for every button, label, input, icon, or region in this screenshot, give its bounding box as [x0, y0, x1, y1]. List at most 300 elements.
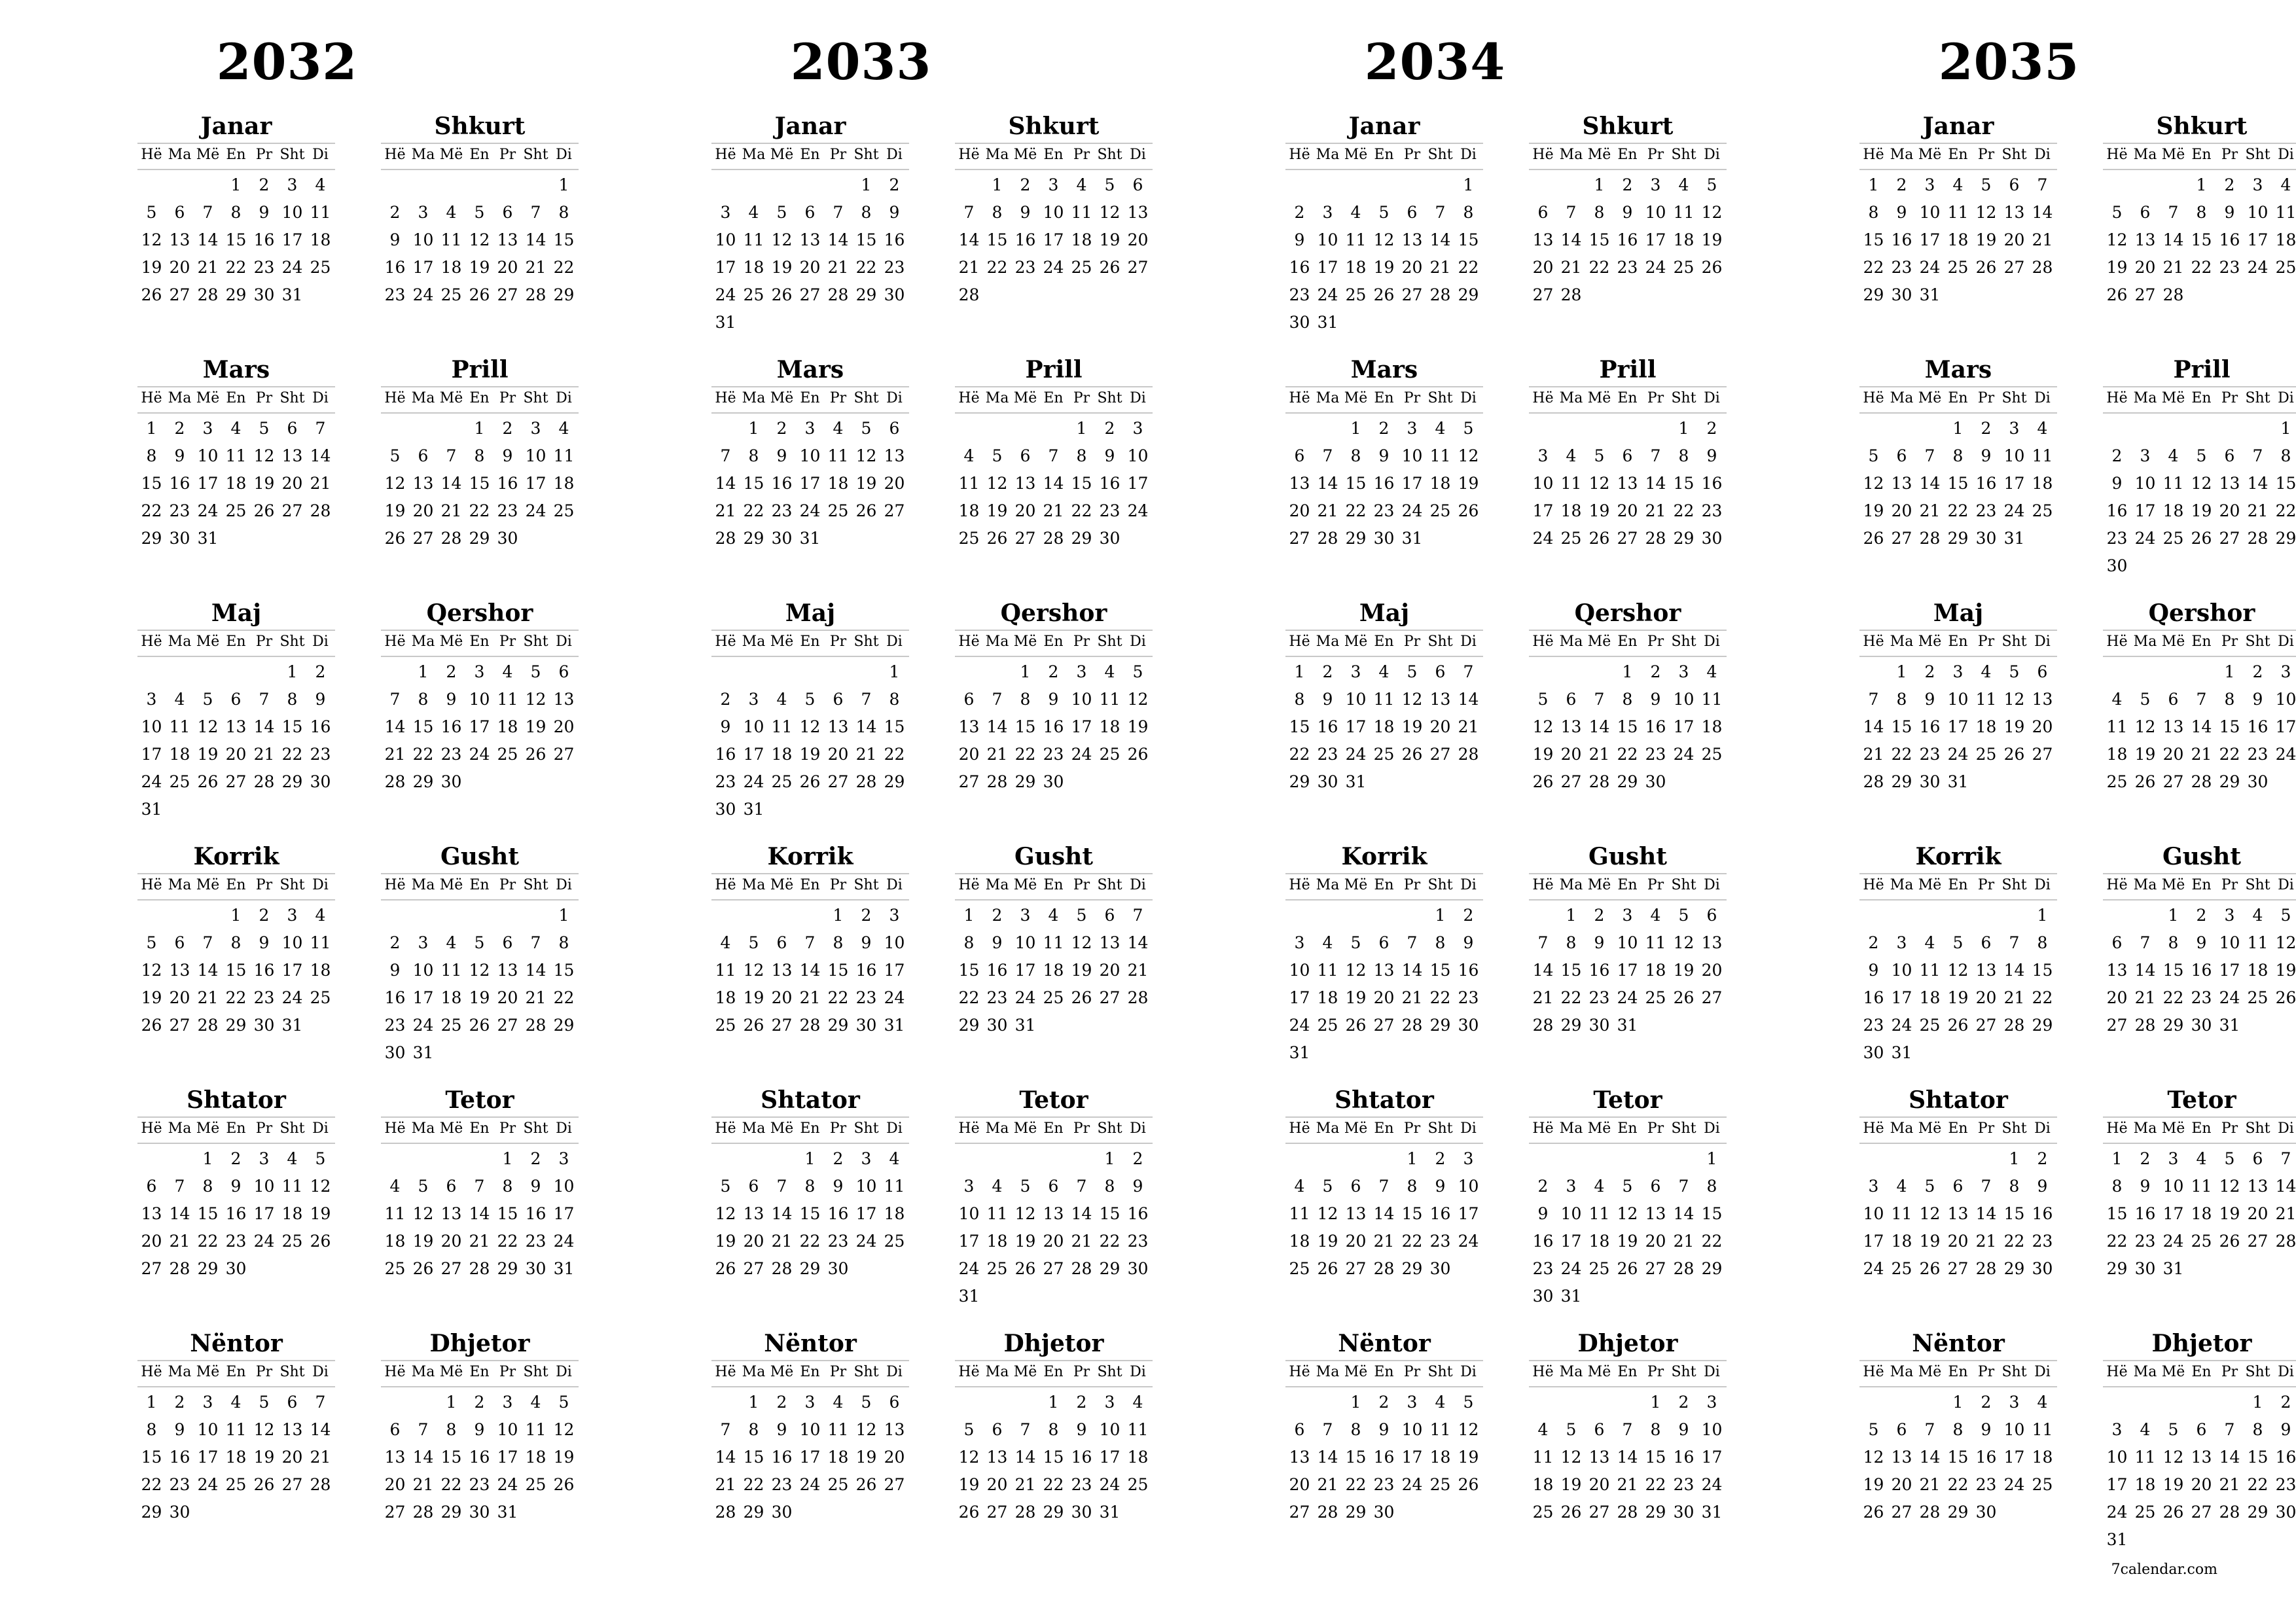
day-cell: 19: [1701, 230, 1723, 249]
day-cell: 13: [1289, 474, 1310, 493]
day-cell: 30: [169, 1503, 190, 1522]
day-cell: 11: [1345, 230, 1367, 249]
day-cell: 1: [1594, 175, 1605, 194]
day-cell: 25: [225, 1475, 247, 1494]
weekday-label: En: [226, 1120, 246, 1137]
day-cell: 25: [281, 1232, 303, 1251]
day-cell: 15: [469, 474, 490, 493]
day-cell: 23: [1919, 745, 1941, 764]
day-cell: 21: [2134, 988, 2156, 1007]
month-4: [955, 355, 1153, 571]
day-cell: 6: [2111, 933, 2123, 952]
day-cell: 6: [287, 1393, 298, 1412]
weekday-label: Pr: [1647, 877, 1664, 893]
day-cell: 23: [1289, 285, 1310, 304]
month-name: Nëntor: [764, 1330, 857, 1357]
day-cell: 25: [1947, 258, 1969, 277]
day-cell: 12: [855, 446, 877, 465]
weekday-label: Më: [2161, 390, 2185, 406]
weekday-label: Sht: [1427, 390, 1453, 406]
day-cell: 27: [281, 501, 303, 520]
day-cell: 3: [1076, 662, 1087, 681]
day-cell: 10: [2247, 203, 2269, 222]
day-cell: 28: [1588, 772, 1610, 791]
day-cell: 14: [440, 474, 462, 493]
day-cell: 24: [1947, 745, 1969, 764]
day-cell: 26: [141, 1016, 162, 1035]
day-cell: 15: [197, 1204, 219, 1223]
weekday-label: Ma: [985, 1364, 1009, 1380]
header-rule: [1285, 169, 1483, 170]
day-cell: 3: [1896, 933, 1907, 952]
day-cell: 30: [855, 1016, 877, 1035]
day-cell: 22: [2032, 988, 2053, 1007]
weekday-label: Sht: [523, 1120, 548, 1137]
weekday-label: Sht: [853, 147, 879, 163]
day-cell: 22: [1863, 258, 1884, 277]
day-cell: 26: [2003, 745, 2025, 764]
day-cell: 28: [1617, 1503, 1638, 1522]
day-cell: 30: [225, 1259, 247, 1278]
day-cell: 15: [855, 230, 877, 249]
day-cell: 26: [2106, 285, 2128, 304]
weekday-label: En: [1617, 633, 1638, 650]
day-cell: 24: [855, 1232, 877, 1251]
day-cell: 6: [1981, 933, 1992, 952]
day-cell: 19: [1099, 230, 1121, 249]
weekday-header: [955, 143, 1153, 168]
day-cell: 27: [1289, 1503, 1310, 1522]
weekday-label: Hë: [384, 633, 406, 650]
day-cell: 4: [833, 1393, 844, 1412]
weekday-label: Ma: [742, 390, 766, 406]
weekday-label: Hë: [1532, 1364, 1554, 1380]
day-cell: 21: [1373, 1232, 1395, 1251]
month-9: [711, 1085, 909, 1301]
day-cell: 4: [1537, 1420, 1549, 1439]
day-cell: 14: [1373, 1204, 1395, 1223]
day-cell: 15: [1560, 961, 1582, 980]
day-cell: 6: [174, 203, 185, 222]
day-cell: 16: [1071, 1448, 1092, 1467]
day-cell: 10: [715, 230, 736, 249]
day-cell: 7: [1407, 933, 1418, 952]
day-cell: 20: [281, 1448, 303, 1467]
day-cell: 13: [1345, 1204, 1367, 1223]
weekday-label: Di: [2034, 1364, 2051, 1380]
day-cell: 6: [502, 933, 513, 952]
header-rule: [381, 412, 579, 414]
day-cell: 21: [1673, 1232, 1695, 1251]
day-cell: 15: [2162, 961, 2184, 980]
day-cell: 23: [1458, 988, 1479, 1007]
day-cell: 21: [525, 258, 547, 277]
header-rule: [711, 656, 909, 657]
day-cell: 30: [1975, 1503, 1997, 1522]
day-cell: 20: [799, 258, 821, 277]
day-cell: 24: [281, 258, 303, 277]
header-rule: [711, 1143, 909, 1144]
weekday-label: Hë: [2106, 390, 2128, 406]
weekday-label: Pr: [1977, 1364, 1995, 1380]
day-cell: 23: [855, 988, 877, 1007]
day-cell: 5: [1322, 1177, 1333, 1196]
day-cell: 15: [827, 961, 849, 980]
weekday-label: Më: [1918, 877, 1942, 893]
weekday-label: Sht: [853, 633, 879, 650]
header-rule: [2103, 1143, 2296, 1144]
day-cell: 17: [2162, 1204, 2184, 1223]
day-cell: 12: [986, 474, 1008, 493]
day-cell: 31: [1289, 1043, 1310, 1062]
day-cell: 3: [202, 419, 213, 438]
weekday-label: En: [226, 1364, 246, 1380]
header-rule: [955, 412, 1153, 414]
day-cell: 17: [2134, 501, 2156, 520]
day-cell: 26: [310, 1232, 331, 1251]
month-5: [711, 598, 909, 819]
weekday-label: En: [1617, 147, 1638, 163]
day-cell: 19: [1317, 1232, 1338, 1251]
day-cell: 18: [2106, 745, 2128, 764]
month-name: Tetor: [2167, 1086, 2236, 1114]
day-cell: 11: [225, 1420, 247, 1439]
weekday-label: Sht: [853, 1120, 879, 1137]
day-cell: 8: [2111, 1177, 2123, 1196]
day-cell: 26: [2275, 988, 2296, 1007]
day-cell: 25: [2162, 529, 2184, 548]
day-cell: 16: [1289, 258, 1310, 277]
day-cell: 19: [1975, 230, 1997, 249]
weekday-header: [137, 630, 335, 654]
day-cell: 4: [2111, 690, 2123, 709]
day-cell: 2: [1896, 175, 1907, 194]
day-cell: 14: [1127, 933, 1149, 952]
day-cell: 9: [259, 933, 270, 952]
day-cell: 24: [497, 1475, 518, 1494]
day-cell: 4: [2140, 1420, 2151, 1439]
day-cell: 4: [2196, 1149, 2207, 1168]
weekday-label: Di: [1460, 147, 1477, 163]
weekday-label: En: [800, 1120, 820, 1137]
day-cell: 18: [986, 1232, 1008, 1251]
weekday-label: Më: [1013, 1120, 1037, 1137]
weekday-label: En: [2191, 1364, 2212, 1380]
weekday-label: Hë: [1863, 877, 1884, 893]
day-cell: 22: [2191, 258, 2212, 277]
month-name: Mars: [1350, 356, 1418, 383]
weekday-label: Di: [2278, 1120, 2294, 1137]
day-cell: 6: [1594, 1420, 1605, 1439]
weekday-label: Më: [770, 877, 794, 893]
weekday-label: En: [800, 1364, 820, 1380]
day-cell: 30: [715, 800, 736, 819]
day-cell: 21: [855, 745, 877, 764]
day-cell: 4: [1706, 662, 1717, 681]
day-cell: 15: [1645, 1448, 1666, 1467]
day-cell: 8: [558, 203, 569, 222]
day-cell: 13: [281, 1420, 303, 1439]
weekday-label: En: [1948, 1120, 1968, 1137]
day-cell: 9: [530, 1177, 541, 1196]
day-cell: 20: [2106, 988, 2128, 1007]
day-cell: 29: [1891, 772, 1912, 791]
weekday-label: En: [800, 877, 820, 893]
day-cell: 27: [169, 1016, 190, 1035]
day-cell: 31: [1317, 313, 1338, 332]
weekday-label: Hë: [1863, 390, 1884, 406]
day-cell: 20: [1345, 1232, 1367, 1251]
day-cell: 26: [1317, 1259, 1338, 1278]
day-cell: 28: [1071, 1259, 1092, 1278]
day-cell: 26: [1863, 1503, 1884, 1522]
day-cell: 16: [384, 258, 406, 277]
day-cell: 20: [1891, 1475, 1912, 1494]
day-cell: 25: [1701, 745, 1723, 764]
day-cell: 28: [986, 772, 1008, 791]
month-name: Maj: [211, 599, 262, 627]
day-cell: 14: [1588, 717, 1610, 736]
day-cell: 26: [553, 1475, 575, 1494]
day-cell: 6: [1566, 690, 1577, 709]
day-cell: 7: [1463, 662, 1474, 681]
day-cell: 2: [1981, 419, 1992, 438]
day-cell: 1: [1350, 1393, 1361, 1412]
day-cell: 10: [281, 933, 303, 952]
weekday-label: Më: [196, 390, 220, 406]
day-cell: 1: [1076, 419, 1087, 438]
weekday-label: Sht: [523, 1364, 548, 1380]
weekday-label: Di: [2034, 1120, 2051, 1137]
day-cell: 10: [2134, 474, 2156, 493]
weekday-label: Më: [2161, 1364, 2185, 1380]
day-cell: 7: [1537, 933, 1549, 952]
day-cell: 16: [771, 474, 793, 493]
day-cell: 9: [2280, 1420, 2291, 1439]
day-cell: 4: [230, 1393, 242, 1412]
day-cell: 24: [958, 1259, 980, 1278]
day-cell: 18: [2032, 1448, 2053, 1467]
day-cell: 24: [1532, 529, 1554, 548]
day-cell: 4: [315, 906, 326, 925]
day-cell: 26: [1345, 1016, 1367, 1035]
day-cell: 13: [2247, 1177, 2269, 1196]
day-cell: 4: [446, 203, 457, 222]
weekday-label: Sht: [279, 390, 305, 406]
day-cell: 28: [2003, 1016, 2025, 1035]
day-cell: 18: [827, 1448, 849, 1467]
weekday-label: Di: [1704, 633, 1720, 650]
day-cell: 4: [1566, 446, 1577, 465]
day-cell: 7: [315, 1393, 326, 1412]
day-cell: 9: [1650, 690, 1661, 709]
day-cell: 27: [1127, 258, 1149, 277]
day-cell: 3: [804, 419, 816, 438]
weekday-header: [1859, 873, 2057, 898]
day-cell: 9: [1537, 1204, 1549, 1223]
day-cell: 1: [446, 1393, 457, 1412]
day-cell: 26: [799, 772, 821, 791]
day-cell: 5: [1463, 1393, 1474, 1412]
day-cell: 31: [715, 313, 736, 332]
day-cell: 28: [1919, 1503, 1941, 1522]
weekday-label: Më: [439, 1364, 463, 1380]
weekday-header: [1285, 630, 1483, 654]
day-cell: 28: [310, 1475, 331, 1494]
day-cell: 6: [748, 1177, 759, 1196]
day-cell: 7: [2280, 1149, 2291, 1168]
day-cell: 25: [2134, 1503, 2156, 1522]
day-cell: 12: [197, 717, 219, 736]
day-cell: 23: [1317, 745, 1338, 764]
day-cell: 25: [1673, 258, 1695, 277]
day-cell: 6: [1104, 906, 1115, 925]
header-rule: [1285, 656, 1483, 657]
weekday-label: Ma: [2133, 1364, 2157, 1380]
day-cell: 13: [1127, 203, 1149, 222]
weekday-label: Di: [556, 147, 572, 163]
day-cell: 28: [1560, 285, 1582, 304]
day-cell: 1: [1896, 662, 1907, 681]
day-cell: 1: [146, 1393, 157, 1412]
day-cell: 29: [1673, 529, 1695, 548]
day-cell: 30: [2134, 1259, 2156, 1278]
day-cell: 21: [197, 258, 219, 277]
day-cell: 19: [1863, 1475, 1884, 1494]
day-cell: 26: [1099, 258, 1121, 277]
day-cell: 7: [1981, 1177, 1992, 1196]
day-cell: 21: [1532, 988, 1554, 1007]
day-cell: 12: [1458, 1420, 1479, 1439]
header-rule: [137, 1386, 335, 1387]
day-cell: 25: [1345, 285, 1367, 304]
day-cell: 11: [1673, 203, 1695, 222]
weekday-label: Hë: [384, 147, 406, 163]
weekday-label: Di: [2278, 1364, 2294, 1380]
day-cell: 21: [310, 1448, 331, 1467]
day-cell: 12: [799, 717, 821, 736]
day-cell: 13: [169, 230, 190, 249]
header-rule: [137, 412, 335, 414]
day-cell: 21: [986, 745, 1008, 764]
day-cell: 11: [771, 717, 793, 736]
day-cell: 28: [1043, 529, 1064, 548]
day-cell: 10: [1071, 690, 1092, 709]
day-cell: 29: [1947, 1503, 1969, 1522]
day-cell: 11: [1289, 1204, 1310, 1223]
day-cell: 31: [281, 285, 303, 304]
month-name: Nëntor: [1912, 1330, 2005, 1357]
weekday-label: Pr: [829, 633, 847, 650]
day-cell: 25: [1891, 1259, 1912, 1278]
day-cell: 27: [2247, 1232, 2269, 1251]
weekday-label: Di: [2034, 147, 2051, 163]
day-cell: 28: [2134, 1016, 2156, 1035]
day-cell: 24: [2247, 258, 2269, 277]
weekday-label: Pr: [1977, 147, 1995, 163]
weekday-label: En: [1043, 877, 1064, 893]
day-cell: 14: [986, 717, 1008, 736]
weekday-label: Ma: [1559, 1120, 1583, 1137]
day-cell: 19: [384, 501, 406, 520]
month-name: Tetor: [445, 1086, 514, 1114]
day-cell: 19: [855, 1448, 877, 1467]
day-cell: 27: [1701, 988, 1723, 1007]
day-cell: 23: [1099, 501, 1121, 520]
day-cell: 1: [804, 1149, 816, 1168]
day-cell: 19: [1401, 717, 1423, 736]
day-cell: 8: [2252, 1420, 2263, 1439]
day-cell: 30: [1317, 772, 1338, 791]
weekday-header: [381, 386, 579, 411]
weekday-label: Ma: [2133, 147, 2157, 163]
month-8: [1529, 842, 1727, 1058]
day-cell: 25: [440, 1016, 462, 1035]
weekday-label: Ma: [1316, 633, 1340, 650]
day-cell: 25: [884, 1232, 905, 1251]
day-cell: 14: [2032, 203, 2053, 222]
day-cell: 6: [1706, 906, 1717, 925]
day-cell: 29: [440, 1503, 462, 1522]
weekday-label: Më: [770, 390, 794, 406]
day-cell: 28: [525, 1016, 547, 1035]
weekday-label: Sht: [1097, 1120, 1122, 1137]
day-cell: 4: [174, 690, 185, 709]
day-cell: 12: [715, 1204, 736, 1223]
day-cell: 5: [776, 203, 787, 222]
weekday-label: Më: [770, 1120, 794, 1137]
day-cell: 5: [474, 203, 485, 222]
day-cell: 17: [469, 717, 490, 736]
day-cell: 17: [412, 258, 434, 277]
day-cell: 21: [715, 501, 736, 520]
day-cell: 15: [440, 1448, 462, 1467]
month-name: Korrik: [1341, 843, 1427, 870]
day-cell: 26: [1458, 1475, 1479, 1494]
weekday-label: En: [469, 390, 490, 406]
day-cell: 2: [502, 419, 513, 438]
day-cell: 4: [1350, 203, 1361, 222]
weekday-label: Ma: [411, 1120, 435, 1137]
day-cell: 7: [1650, 446, 1661, 465]
day-cell: 9: [861, 933, 872, 952]
header-rule: [1859, 412, 2057, 414]
day-cell: 3: [1407, 419, 1418, 438]
day-cell: 8: [2196, 203, 2207, 222]
day-cell: 24: [1863, 1259, 1884, 1278]
weekday-label: Pr: [1073, 390, 1090, 406]
weekday-label: Pr: [1647, 390, 1664, 406]
day-cell: 26: [2134, 772, 2156, 791]
day-cell: 15: [1289, 717, 1310, 736]
day-cell: 18: [1645, 961, 1666, 980]
weekday-label: Më: [1918, 390, 1942, 406]
day-cell: 24: [1071, 745, 1092, 764]
day-cell: 25: [1317, 1016, 1338, 1035]
day-cell: 11: [225, 446, 247, 465]
day-cell: 26: [1401, 745, 1423, 764]
day-cell: 25: [2191, 1232, 2212, 1251]
day-cell: 2: [1706, 419, 1717, 438]
day-cell: 30: [1588, 1016, 1610, 1035]
day-cell: 3: [202, 1393, 213, 1412]
weekday-header: [1285, 1360, 1483, 1385]
day-cell: 29: [1458, 285, 1479, 304]
day-cell: 14: [827, 230, 849, 249]
weekday-header: [711, 386, 909, 411]
day-cell: 22: [1071, 501, 1092, 520]
day-cell: 12: [1701, 203, 1723, 222]
